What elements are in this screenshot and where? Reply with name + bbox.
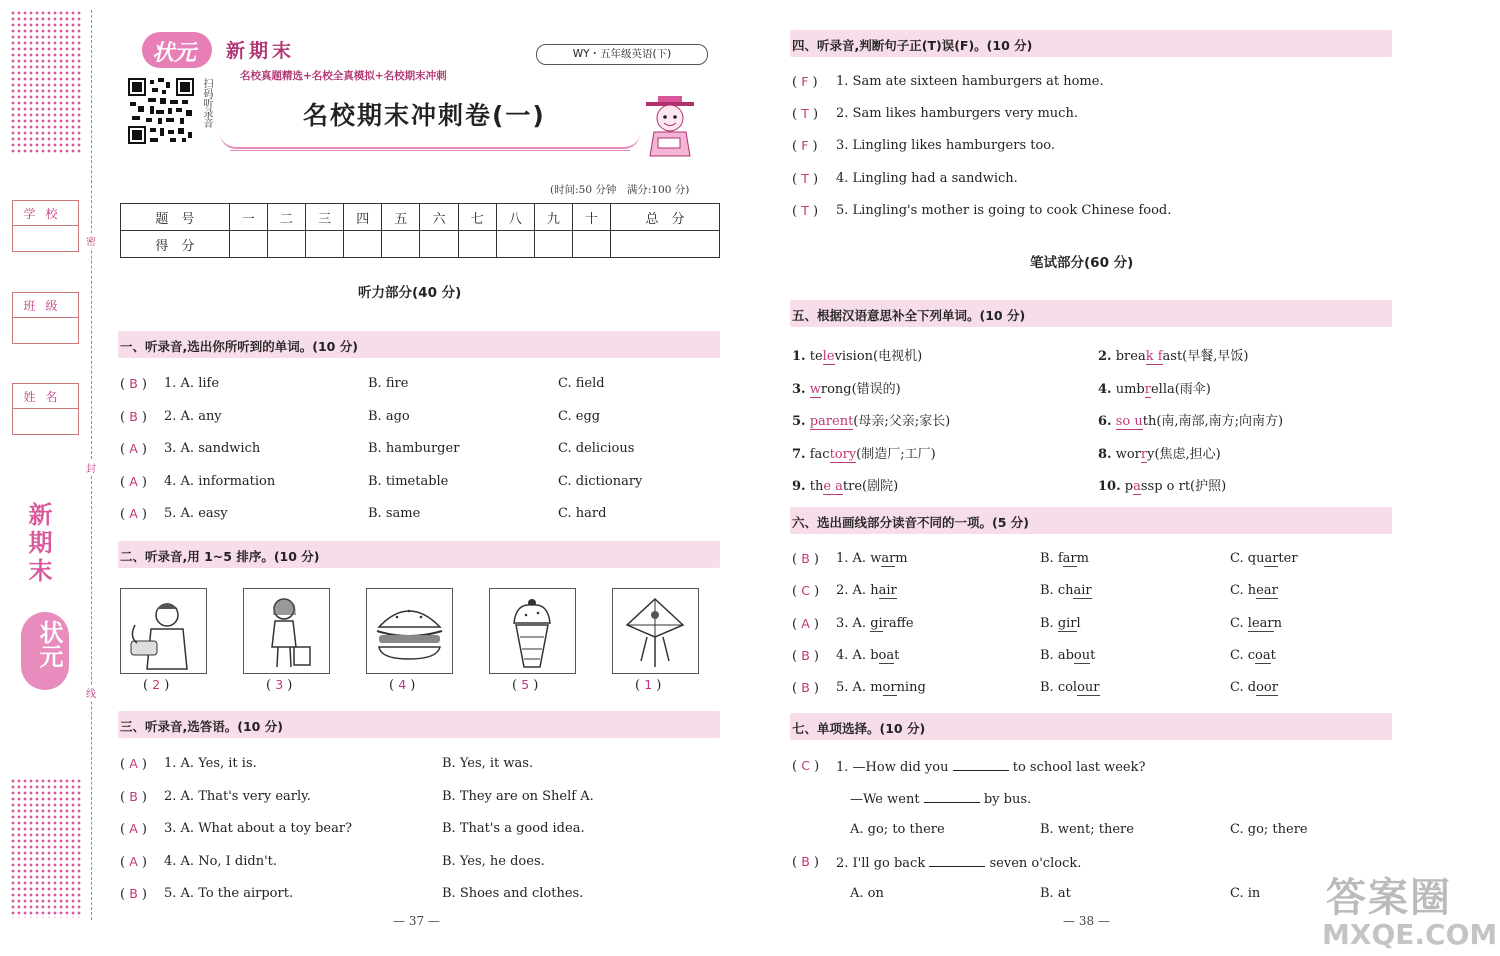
s6-q5-answer: B: [801, 680, 810, 696]
s1-optC: C. delicious: [558, 441, 635, 456]
s6-pre: 4. A. b: [836, 647, 879, 663]
s6-optB: [1040, 680, 1100, 695]
s6-post: l: [1076, 615, 1081, 631]
s6-q1-bracket: ( B ): [792, 551, 820, 567]
s7-q1-line2a: —We went: [850, 792, 920, 807]
score-cell[interactable]: [306, 231, 344, 258]
time-info: (时间:50 分钟 满分:100 分): [550, 184, 690, 196]
dot-band-bottom: [10, 778, 82, 918]
score-header-cell: 七: [458, 204, 496, 231]
s5-pre: p: [1124, 479, 1134, 494]
s4-statement: 4. Lingling had a sandwich.: [836, 170, 1018, 186]
s5-post: (母亲;父亲;家长): [853, 414, 951, 429]
s1-q4-answer: A: [129, 473, 138, 489]
s7-q2-text-a: 2. I'll go back: [836, 856, 926, 871]
s5-word-5: [792, 410, 950, 429]
score-cell[interactable]: [267, 231, 305, 258]
s3-optB: B. They are on Shelf A.: [442, 788, 594, 804]
title-swoosh: [220, 133, 640, 149]
s7-q1-line1a: 1. —How did you: [836, 760, 949, 775]
s6-q3-bracket: ( A ): [792, 615, 819, 632]
s6-q2-answer: C: [801, 583, 810, 599]
writing-heading: 笔试部分(60 分): [1030, 255, 1134, 271]
s1-optC: C. egg: [558, 408, 601, 424]
score-header-cell: 五: [382, 204, 420, 231]
s7-q2-optC: C. in: [1230, 886, 1261, 901]
s1-optB: B. same: [368, 506, 421, 521]
s3-q2-bracket: ( B ): [120, 788, 148, 805]
s5-post: y(焦虑,担心): [1147, 446, 1221, 462]
listening-heading: 听力部分(40 分): [358, 285, 462, 301]
s6-optB: [1040, 583, 1092, 598]
s2-pic5-answer: 1: [644, 677, 653, 692]
page-number-left: — 37 —: [393, 914, 440, 928]
s1-q5-answer: A: [129, 506, 138, 521]
hamburger-icon: [367, 589, 452, 673]
s6-q3-answer: A: [801, 615, 810, 631]
s6-underlined: oa: [878, 647, 895, 663]
exam-title: 名校期末冲刺卷(一): [303, 101, 546, 130]
s6-optA: [836, 583, 897, 598]
score-header-cell: 总 分: [611, 204, 720, 231]
s1-optB: B. ago: [368, 408, 410, 424]
score-header-cell: 题 号: [121, 204, 230, 231]
s6-pre: B. f: [1040, 551, 1063, 566]
s5-fill: r: [1140, 446, 1148, 462]
s5-pre: th: [809, 479, 824, 494]
s1-q3-bracket: ( A ): [120, 441, 147, 457]
s5-word-7: [792, 443, 936, 462]
s3-optA: 3. A. What about a toy bear?: [164, 821, 353, 836]
s3-optA: 1. A. Yes, it is.: [164, 756, 257, 771]
s3-q5-bracket: ( B ): [120, 886, 148, 902]
s5-fill: tory: [829, 446, 857, 462]
picture-5: [612, 588, 699, 674]
page-number-right: — 38 —: [1063, 914, 1110, 928]
school-field[interactable]: [12, 200, 79, 252]
score-row-label: 得 分: [121, 231, 230, 258]
s3-optA: 5. A. To the airport.: [164, 886, 294, 901]
s1-q2-bracket: ( B ): [120, 408, 148, 425]
name-field[interactable]: [12, 383, 79, 435]
scholar-mascot-icon: [636, 92, 702, 160]
s7-q1-optC: C. go; there: [1230, 822, 1308, 837]
s3-optA: 2. A. That's very early.: [164, 788, 311, 804]
s3-q4-answer: A: [129, 853, 138, 869]
s7-q2-answer: B: [801, 854, 810, 869]
s5-post: ast(早餐,早饭): [1162, 349, 1249, 364]
s6-post: ning: [896, 680, 926, 696]
s4-statement: 2. Sam likes hamburgers very much.: [836, 106, 1078, 122]
s6-post: t: [894, 647, 900, 663]
s7-q2-optB: B. at: [1040, 886, 1071, 901]
s1-optA: 1. A. life: [164, 376, 220, 391]
boy-phone-icon: [121, 589, 206, 673]
picture-3: [366, 588, 453, 674]
s4-q2-bracket: ( T ): [792, 106, 819, 123]
s1-q5-bracket: ( A ): [120, 506, 147, 522]
score-header-cell: 八: [496, 204, 534, 231]
s5-fill: r: [1144, 381, 1151, 397]
s7-q2-bracket: ( B ): [792, 854, 820, 870]
s5-fill: so u: [1115, 414, 1143, 429]
s1-q2-answer: B: [129, 408, 138, 424]
s5-pre: brea: [1115, 349, 1146, 364]
s6-post: m: [895, 551, 908, 566]
s3-q3-bracket: ( A ): [120, 821, 147, 837]
s5-word-1: [792, 345, 922, 364]
s5-pre: wor: [1115, 446, 1141, 462]
s6-underlined: air: [1073, 583, 1092, 599]
s6-q4-bracket: ( B ): [792, 647, 820, 664]
section3-title: 三、听录音,选答语。(10 分): [120, 719, 283, 734]
s2-pic4-answer: 5: [521, 677, 530, 692]
score-header-cell: 六: [420, 204, 458, 231]
picture-4: [489, 588, 576, 674]
s4-q5-answer: T: [801, 202, 809, 218]
s5-post: rong(错误的): [820, 381, 901, 397]
section6-title: 六、选出画线部分读音不同的一项。(5 分): [792, 515, 1029, 530]
s2-pic1-bracket: ( 2 ): [143, 677, 170, 693]
s7-q2-optA: A. on: [850, 886, 884, 901]
s5-fill: le: [822, 349, 835, 364]
section4-title: 四、听录音,判断句子正(T)误(F)。(10 分): [792, 38, 1033, 53]
s2-pic2-bracket: ( 3 ): [266, 677, 293, 693]
slogan: 名校真题精选+名校全真模拟+名校期末冲刺: [240, 70, 447, 82]
s4-q1-bracket: ( F ): [792, 74, 818, 90]
series-title: 新期末: [226, 40, 296, 62]
logo-text: 状元: [152, 41, 197, 66]
s6-pre: C. c: [1230, 647, 1256, 663]
s4-statement: 1. Sam ate sixteen hamburgers at home.: [836, 74, 1104, 89]
score-header-cell: 二: [267, 204, 305, 231]
s6-underlined: oor: [1256, 680, 1278, 696]
s6-underlined: or: [882, 680, 897, 696]
s5-num: 6.: [1098, 414, 1112, 429]
s1-optA: 4. A. information: [164, 473, 276, 489]
s5-num: 4.: [1098, 381, 1112, 397]
score-header-cell: 十: [572, 204, 610, 231]
s5-post: ella(雨伞): [1150, 381, 1211, 397]
s5-num: 2.: [1098, 349, 1112, 364]
score-cell[interactable]: [611, 231, 720, 258]
s1-optA: 5. A. easy: [164, 506, 228, 521]
s6-pre: 3. A.: [836, 615, 871, 631]
s1-optB: B. fire: [368, 376, 409, 391]
s6-optB: [1040, 551, 1089, 566]
s6-q5-bracket: ( B ): [792, 680, 820, 697]
s1-q1-bracket: ( B ): [120, 376, 148, 392]
s6-optB: [1040, 648, 1095, 663]
s6-optA: [836, 616, 914, 631]
class-field[interactable]: [12, 292, 79, 344]
s6-pre: B. col: [1040, 680, 1078, 696]
s3-q2-answer: B: [129, 788, 138, 804]
vertical-brand: 新期末: [24, 502, 52, 586]
s1-optC: C. dictionary: [558, 473, 643, 489]
s6-optC: [1230, 648, 1276, 663]
s6-pre: 5. A. m: [836, 680, 883, 696]
s1-q1-answer: B: [129, 376, 138, 391]
s6-underlined: air: [878, 583, 897, 599]
s4-q1-answer: F: [801, 74, 809, 89]
s1-q3-answer: A: [129, 441, 138, 456]
s6-pre: 2. A. h: [836, 583, 879, 599]
s6-post: t: [1270, 647, 1276, 663]
score-cell[interactable]: [534, 231, 572, 258]
s5-pre: te: [809, 349, 823, 364]
s5-word-3: [792, 378, 901, 397]
section2-title: 二、听录音,用 1~5 排序。(10 分): [120, 549, 320, 564]
s4-q4-answer: T: [801, 170, 809, 186]
s5-word-6: [1098, 410, 1283, 429]
kite-icon: [613, 589, 698, 673]
s4-q4-bracket: ( T ): [792, 170, 819, 187]
s6-post: raffe: [882, 615, 914, 631]
s6-post: n: [1273, 615, 1282, 631]
s7-q1-optA: A. go; to there: [850, 822, 945, 837]
s7-q1-line1: [836, 758, 1145, 775]
section5-title: 五、根据汉语意思补全下列单词。(10 分): [792, 308, 1026, 323]
s6-optC: [1230, 551, 1298, 566]
s4-q3-answer: F: [801, 138, 809, 154]
s5-fill: parent: [809, 414, 854, 429]
s4-statement: 3. Lingling likes hamburgers too.: [836, 138, 1056, 154]
s2-pic3-answer: 4: [398, 677, 407, 692]
s6-underlined: lear: [1247, 615, 1274, 631]
s5-post: tre(剧院): [842, 479, 899, 494]
score-header-cell: 一: [229, 204, 267, 231]
s5-post: (制造厂;工厂): [856, 446, 936, 462]
s7-q1-bracket: ( C ): [792, 758, 820, 774]
s6-post: m: [1076, 551, 1089, 566]
watermark-logo: 答案圈: [1326, 875, 1452, 921]
s6-optC: [1230, 680, 1278, 695]
s1-optC: C. field: [558, 376, 605, 391]
s3-optB: B. That's a good idea.: [442, 821, 585, 836]
s2-pic4-bracket: ( 5 ): [512, 677, 539, 693]
picture-1: [120, 588, 207, 674]
score-cell[interactable]: [496, 231, 534, 258]
s5-num: 7.: [792, 446, 806, 462]
s5-num: 10.: [1098, 479, 1121, 494]
s3-optB: B. Yes, he does.: [442, 853, 545, 869]
s3-optB: B. Yes, it was.: [442, 756, 534, 771]
s5-word-4: [1098, 378, 1211, 397]
s5-num: 5.: [792, 414, 806, 429]
s6-pre: B.: [1040, 615, 1058, 631]
score-cell[interactable]: [572, 231, 610, 258]
s7-q1-blank1: [953, 758, 1009, 771]
s6-pre: 1. A. w: [836, 551, 882, 566]
s6-pre: B. ab: [1040, 647, 1074, 663]
title-underline: [230, 150, 630, 151]
s7-q1-line2: [850, 790, 1031, 807]
picture-2: [243, 588, 330, 674]
s5-post: ssp o rt(护照): [1140, 479, 1227, 494]
s3-q3-answer: A: [129, 821, 138, 836]
s5-num: 9.: [792, 479, 806, 494]
s1-optA: 3. A. sandwich: [164, 441, 261, 456]
s1-optB: B. hamburger: [368, 441, 460, 456]
s6-underlined: oa: [1255, 647, 1271, 663]
s6-q1-answer: B: [801, 551, 810, 566]
section1-title: 一、听录音,选出你所听到的单词。(10 分): [120, 339, 358, 354]
s3-q5-answer: B: [129, 886, 138, 901]
ice-cream-icon: [490, 589, 575, 673]
s7-q2-blank: [929, 854, 985, 867]
class-label: 班级: [23, 299, 68, 313]
s6-q4-answer: B: [801, 647, 810, 663]
s2-pic3-bracket: ( 4 ): [389, 677, 416, 693]
school-label: 学校: [23, 207, 68, 221]
s5-fill: w: [809, 381, 821, 397]
s6-pre: B. ch: [1040, 583, 1074, 599]
s5-word-9: [792, 475, 898, 494]
s4-q3-bracket: ( F ): [792, 138, 818, 155]
s5-pre: fac: [809, 446, 830, 462]
s7-q1-optB: B. went; there: [1040, 822, 1134, 837]
s3-q1-answer: A: [129, 756, 138, 771]
s3-q1-bracket: ( A ): [120, 756, 147, 772]
s7-q2-line: [836, 854, 1081, 871]
seal-mark-2: 封: [86, 460, 96, 475]
s4-q5-bracket: ( T ): [792, 202, 819, 219]
s3-q4-bracket: ( A ): [120, 853, 147, 870]
s3-optB: B. Shoes and clothes.: [442, 886, 584, 901]
s6-pre: C. d: [1230, 680, 1257, 696]
s6-post: ter: [1278, 551, 1298, 566]
score-table: [120, 203, 720, 258]
s5-pre: umb: [1115, 381, 1145, 397]
s3-optA: 4. A. No, I didn't.: [164, 853, 278, 869]
s4-q2-answer: T: [801, 106, 809, 122]
s2-pic5-bracket: ( 1 ): [635, 677, 662, 693]
s6-optC: [1230, 583, 1278, 598]
section7-title: 七、单项选择。(10 分): [792, 721, 926, 736]
s7-q1-blank2: [924, 790, 980, 803]
score-header-cell: 四: [344, 204, 382, 231]
s6-underlined: ar: [1062, 551, 1077, 566]
s5-post: th(南,南部,南方;向南方): [1142, 414, 1284, 429]
s5-fill: a: [1133, 479, 1141, 494]
seal-mark-3: 线: [86, 685, 96, 700]
qr-caption: 扫码听录音: [201, 78, 212, 128]
s6-pre: C. h: [1230, 583, 1257, 599]
score-header-cell: 三: [306, 204, 344, 231]
s1-optB: B. timetable: [368, 473, 449, 489]
s2-pic2-answer: 3: [275, 677, 284, 692]
s6-underlined: ar: [881, 551, 896, 566]
dot-band-top: [10, 10, 82, 155]
s5-word-8: [1098, 443, 1221, 462]
s6-optC: [1230, 616, 1282, 631]
s1-q4-bracket: ( A ): [120, 473, 147, 490]
s2-pic1-answer: 2: [152, 677, 161, 692]
s1-optA: 2. A. any: [164, 408, 222, 424]
qr-code-icon: [128, 78, 194, 144]
s5-num: 8.: [1098, 446, 1112, 462]
s6-pre: C. qu: [1230, 551, 1265, 566]
girl-bag-icon: [244, 589, 329, 673]
s1-optC: C. hard: [558, 506, 607, 521]
s6-underlined: gir: [1057, 615, 1077, 631]
s7-q1-line1b: to school last week?: [1012, 760, 1146, 775]
s5-post: vision(电视机): [834, 349, 923, 364]
s6-underlined: gi: [870, 615, 883, 631]
s6-optA: [836, 551, 908, 566]
s5-word-10: [1098, 475, 1226, 494]
s7-q2-text-b: seven o'clock.: [989, 856, 1082, 871]
name-label: 姓名: [23, 390, 68, 404]
s6-underlined: our: [1077, 680, 1100, 696]
s5-fill: e a: [823, 479, 843, 494]
s6-optB: [1040, 616, 1081, 631]
score-cell[interactable]: [420, 231, 458, 258]
watermark-url: MXQE.COM: [1322, 918, 1498, 951]
s6-q2-bracket: ( C ): [792, 583, 820, 600]
score-cell[interactable]: [382, 231, 420, 258]
s6-underlined: ar: [1264, 551, 1279, 566]
s5-word-2: [1098, 345, 1248, 364]
s5-fill: k f: [1145, 349, 1163, 364]
s6-optA: [836, 648, 899, 663]
score-cell[interactable]: [344, 231, 382, 258]
grade-tag: WY・五年级英语(下): [536, 44, 708, 65]
s6-post: t: [1090, 647, 1096, 663]
s5-num: 3.: [792, 381, 806, 397]
score-cell[interactable]: [229, 231, 267, 258]
score-cell[interactable]: [458, 231, 496, 258]
s6-underlined: ou: [1073, 647, 1091, 663]
s7-q1-line2b: by bus.: [983, 792, 1032, 807]
s6-underlined: ear: [1256, 583, 1278, 599]
vertical-logo-text: 状元: [35, 620, 63, 668]
s7-q1-answer: C: [801, 758, 810, 773]
s6-optA: [836, 680, 926, 695]
s5-num: 1.: [792, 349, 806, 364]
score-header-cell: 九: [534, 204, 572, 231]
s4-statement: 5. Lingling's mother is going to cook Chinese food.: [836, 202, 1172, 218]
seal-mark-1: 密: [86, 233, 96, 248]
s6-pre: C.: [1230, 615, 1248, 631]
